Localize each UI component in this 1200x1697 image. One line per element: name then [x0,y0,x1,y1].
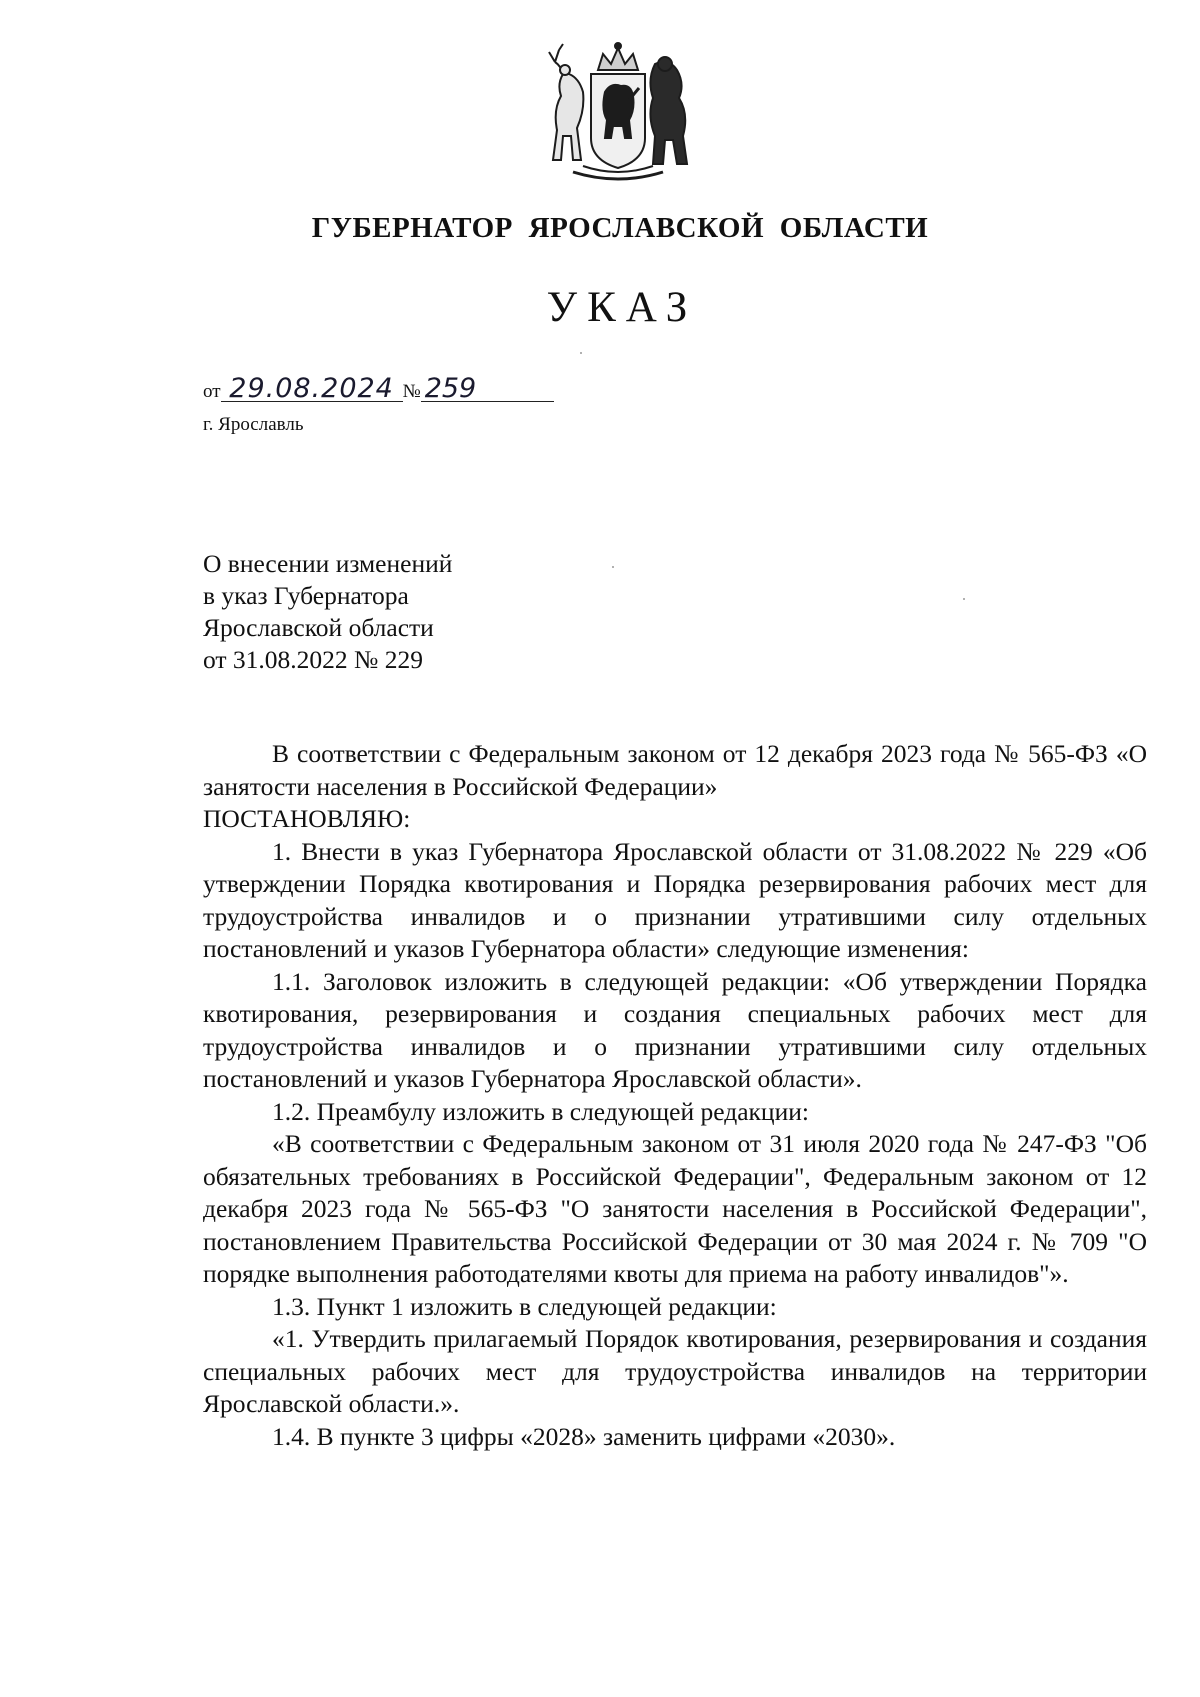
document-type-title: УКАЗ [546,284,698,331]
body-paragraph: 1. Внести в указ Губернатора Ярославской области от 31.08.2022 № 229 «Об утверждении Порядка квотирования и Порядка резервирования рабочих мест для трудоустройства инвалидов и о признании утратившими силу отдельных постановлений и указов Губернатора области» следующие изменения: [203,836,1147,963]
coat-of-arms-icon [543,40,693,186]
body-paragraph: В соответствии с Федеральным законом от 12 декабря 2023 года № 565-ФЗ «О занятости населения в Российской Федерации» [203,739,1147,801]
body-paragraph: 1.1. Заголовок изложить в следующей редакции: «Об утверждении Порядка квотирования, резервирования и создания специальных рабочих мест для трудоустройства инвалидов и о признании утратившими силу отдельных постановлений и указов Губернатора Ярославской области». [203,966,1147,1093]
date-number-line [203,373,554,404]
document-body [203,738,1147,1453]
subject-line: в указ Губернатора [203,581,409,610]
body-paragraph: 1.3. Пункт 1 изложить в следующей редакции: [272,1291,777,1321]
scan-speck [580,352,582,354]
scan-speck [612,566,614,568]
document-subject [203,548,452,676]
number-prefix: № [402,381,421,402]
body-paragraph: ПОСТАНОВЛЯЮ: [203,804,411,833]
subject-line: О внесении изменений [203,549,453,578]
scan-speck [963,598,965,600]
body-paragraph: 1.4. В пункте 3 цифры «2028» заменить цифрами «2030». [272,1421,896,1451]
city-of-issue: г. Ярославль [203,414,304,435]
date-value: 29.08.2024 [221,377,403,402]
body-paragraph: «1. Утвердить прилагаемый Порядок квотирования, резервирования и создания специальных рабочих мест для трудоустройства инвалидов на территории Ярославской области.». [203,1324,1147,1418]
body-paragraph: «В соответствии с Федеральным законом от 31 июля 2020 года № 247-ФЗ "Об обязательных требованиях в Российской Федерации", Федеральным законом от 12 декабря 2023 года № 565-ФЗ "О занятости населения в Российской Федерации", постановлением Правительства Российской Федерации от 30 мая 2024 г. № 709 "О порядке выполнения работодателями квоты для приема на работу инвалидов"». [203,1129,1147,1288]
date-prefix: от [203,381,221,402]
subject-line: от 31.08.2022 № 229 [203,645,424,674]
issuing-authority: ГУБЕРНАТОР ЯРОСЛАВСКОЙ ОБЛАСТИ [311,212,929,244]
number-value: 259 [421,377,554,402]
body-paragraph: 1.2. Преамбулу изложить в следующей редакции: [272,1096,809,1126]
subject-line: Ярославской области [203,613,434,642]
